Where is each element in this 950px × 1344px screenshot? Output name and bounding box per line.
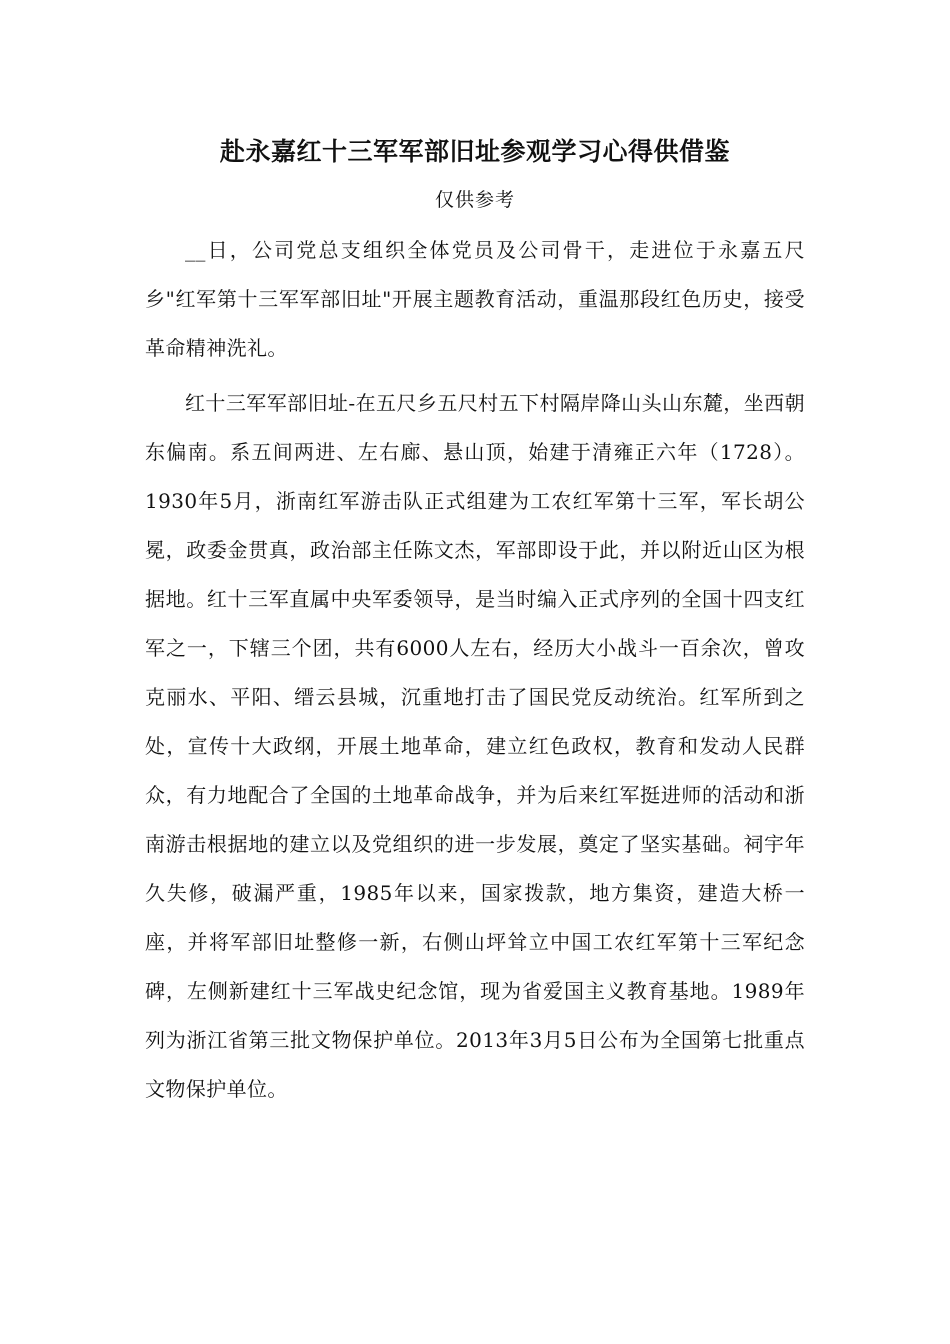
- paragraph-history: 红十三军军部旧址-在五尺乡五尺村五下村隔岸降山头山东麓，坐西朝东偏南。系五间两进、左右廊、悬山顶，始建于清雍正六年（1728）。1930年5月，浙南红军游击队正式组建为工农红军第十三军，军长胡公冕，政委金贯真，政治部主任陈文杰，军部即设于此，并以附近山区为根据地。红十三军直属中央军委领导，是当时编入正式序列的全国十四支红军之一，下辖三个团，共有6000人左右，经历大小战斗一百余次，曾攻克丽水、平阳、缙云县城，沉重地打击了国民党反动统治。红军所到之处，宣传十大政纲，开展土地革命，建立红色政权，教育和发动人民群众，有力地配合了全国的土地革命战争，并为后来红军挺进师的活动和浙南游击根据地的建立以及党组织的进一步发展，奠定了坚实基础。祠宇年久失修，破漏严重，1985年以来，国家拨款，地方集资，建造大桥一座，并将军部旧址整修一新，右侧山坪耸立中国工农红军第十三军纪念碑，左侧新建红十三军战史纪念馆，现为省爱国主义教育基地。1989年列为浙江省第三批文物保护单位。2013年3月5日公布为全国第七批重点文物保护单位。: [145, 391, 805, 1101]
- paragraph-intro: __日，公司党总支组织全体党员及公司骨干，走进位于永嘉五尺乡"红军第十三军军部旧址"开展主题教育活动，重温那段红色历史，接受革命精神洗礼。: [145, 238, 805, 360]
- document-subtitle: 仅供参考: [434, 189, 515, 211]
- document-body: [145, 226, 805, 1114]
- document-title: 赴永嘉红十三军军部旧址参观学习心得供借鉴: [219, 137, 730, 166]
